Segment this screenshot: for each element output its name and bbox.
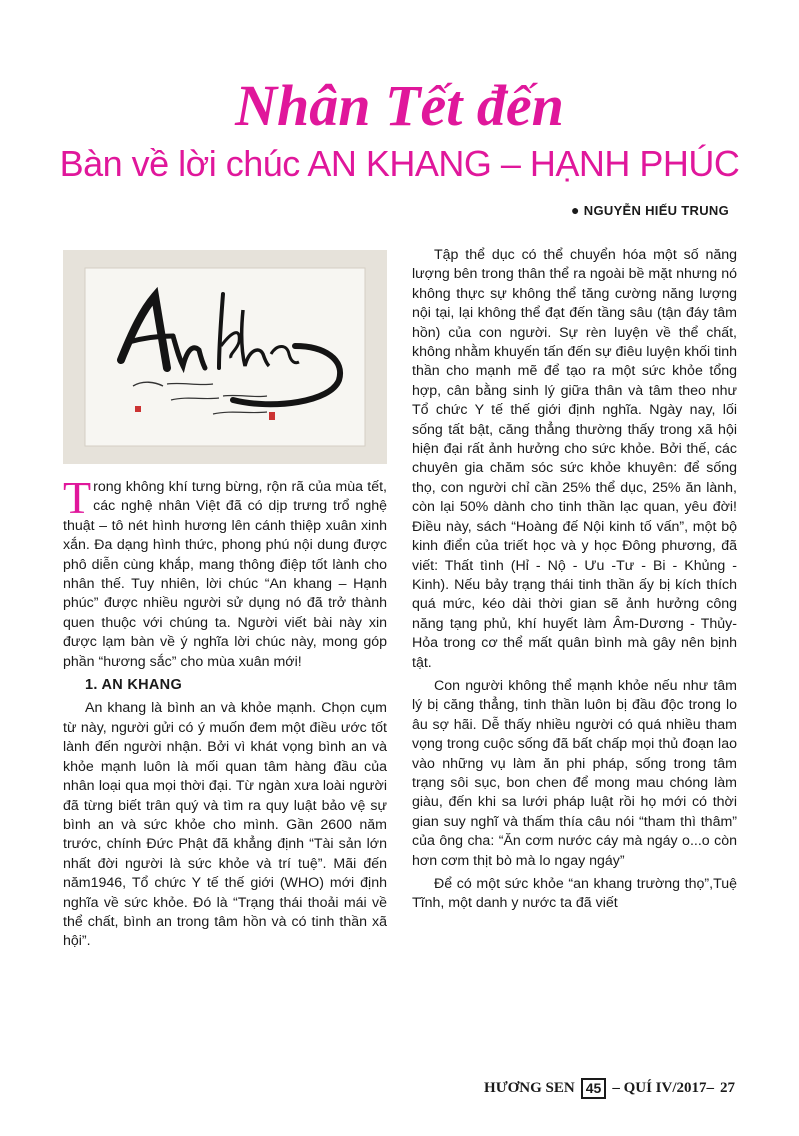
paragraph: Để có một sức khỏe “an khang trường thọ”,Tuệ Tĩnh, một danh y nước ta đã viết <box>412 876 737 912</box>
left-column <box>63 472 387 956</box>
paragraph: Con người không thể mạnh khỏe nếu như tâm lý bị căng thẳng, tinh thần luôn bị đầu độc trong lo âu sợ hãi. Dễ thấy nhiều người có quá nhiều tham vọng trong cuộc sống đã bất chấp mọi thủ đoạn lao vào những vụ làm ăn phi pháp, sống trong tâm trạng sôi sục, bon chen để mong mau chóng làm giàu, đến khi sa lưới pháp luật rồi họ mới có thời gian suy nghĩ và thấm thía câu nói “tham thì thâm” của ông cha: “Ăn cơm nước cáy mà ngáy o...o còn hơn cơm thịt bò mà lo ngay ngáy” <box>412 677 737 869</box>
paragraph: An khang là bình an và khỏe mạnh. Chọn cụm từ này, người gửi có ý muốn đem một điều ước tốt lành đến người nhận. Bởi vì khát vọng bình an và khỏe mạnh luôn là mối quan tâm hàng đầu của nhân loại qua mọi thời đại. Từ ngàn xưa loài người đã từng biết trân quý và tìm ra quy luật bảo vệ sự bình an và sức khỏe cho mình. Gần 2600 năm trước, chính Đức Phật đã khẳng định “Tài sản lớn nhất đời người là sức khỏe và trí tuệ”. Mãi đến năm1946, Tổ chức Y tế thế giới (WHO) mới định nghĩa về sức khỏe. Đó là “Trạng thái thoải mái về thể chất, bình an trong tâm hồn và có tinh thần xã hội”. <box>63 700 387 950</box>
paragraph: Tập thể dục có thể chuyển hóa một số năng lượng bên trong thân thể ra ngoài bề mặt nhưng nó không thực sự không thể tăng cường năng lượng nội tại, lại không thể đạt đến tầng sâu (tận đáy tâm hồn) của con người. Sự rèn luyện về thể chất, không nhằm khuyến tấn đến sự điêu luyện khối tinh thần cho mạnh mẽ để tạo ra một sức khỏe tổng hợp, cân bằng sinh lý giữa thân và tâm theo như Tổ chức Y tế thế giới định nghĩa. Ngày nay, lối sống tất bật, căng thẳng thường thấy trong xã hội hiện đại rất ảnh hưởng cho sức khỏe. Bởi thế, các chuyên gia chăm sóc sức khỏe khuyên: để sống thọ, con người chỉ cần 25% thể dục, 25% ăn lành, còn lại 50% dành cho tinh thần lạc quan, yêu đời! Điều này, sách “Hoàng đế Nội kinh tố vấn”, một bộ kinh điển của triết học và y học Đông phương, đã viết: Thất tình (Hỉ - Nộ - Ưu -Tư - Bi - Khủng - Kinh). Nếu bảy trạng thái tinh thần ấy bị kích thích quá mức, kéo dài thời gian sẽ ảnh hưởng công năng tạng phủ, khí huyết làm Âm-Dương - Thủy-Hỏa trong cơ thể mất quân bình mà gây nên bịnh tật. <box>412 247 737 671</box>
article-title-line1: Nhân Tết đến <box>235 73 564 138</box>
page-footer <box>484 1078 735 1099</box>
page-number: 27 <box>720 1080 735 1096</box>
article-title-line2: Bàn về lời chúc AN KHANG – HẠNH PHÚC <box>59 143 740 184</box>
calligraphy-artwork-icon <box>63 250 387 464</box>
intro-paragraph <box>63 472 387 672</box>
author-byline <box>571 202 729 218</box>
right-column <box>412 246 737 918</box>
author-name: NGUYỄN HIẾU TRUNG <box>583 203 729 218</box>
calligraphy-image <box>63 250 387 464</box>
drop-cap: T <box>63 472 92 523</box>
issue-period: – QUÍ IV/2017– <box>612 1080 714 1096</box>
issue-number-badge: 45 <box>581 1078 607 1099</box>
section-heading-an-khang: 1. AN KHANG <box>85 677 183 694</box>
bullet-icon: ● <box>571 202 580 218</box>
intro-text: rong không khí tưng bừng, rộn rã của mùa tết, các nghệ nhân Việt đã có dịp trưng trổ nghệ thuật – tô nét hình hương lên cánh thiệp xuân xinh xắn. Đa dạng hình thức, phong phú nội dung được phô diễn cùng khắp, mang thông điệp tốt lành cho nhân thế. Tuy nhiên, lời chúc “An khang – Hạnh phúc” được nhiều người sử dụng nó đã trở thành quen thuộc với chúng ta. Người viết bài này xin được lạm bàn về ý nghĩa lời chúc này, mong góp phần “hương sắc” cho mùa xuân mới! <box>63 479 387 670</box>
magazine-name: HƯƠNG SEN <box>484 1080 575 1096</box>
